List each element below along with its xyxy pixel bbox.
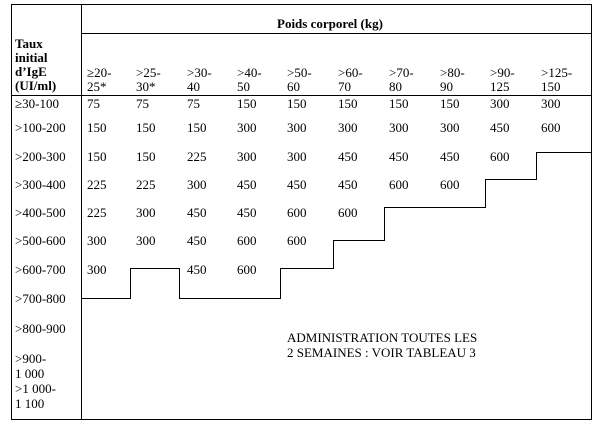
table-cell: 450 — [187, 205, 207, 220]
table-cell: 450 — [187, 262, 207, 277]
table-cell: 75 — [136, 96, 149, 111]
table-cell: 300 — [389, 120, 409, 135]
row-header-divider — [81, 4, 82, 420]
table-cell: 450 — [338, 149, 358, 164]
table-cell: 300 — [287, 149, 307, 164]
table-cell: 150 — [87, 149, 107, 164]
table-cell: 150 — [440, 96, 460, 111]
staircase-boundary — [81, 298, 131, 299]
column-header: >90- — [490, 65, 515, 80]
row-label: 1 100 — [15, 396, 45, 411]
table-cell: 600 — [490, 149, 510, 164]
table-cell: 225 — [187, 149, 207, 164]
table-cell: 600 — [338, 205, 358, 220]
table-cell: 225 — [136, 177, 156, 192]
table-cell: 150 — [187, 120, 207, 135]
table-cell: 450 — [287, 177, 307, 192]
table-cell: 300 — [187, 177, 207, 192]
column-header: >125- — [541, 65, 573, 80]
staircase-boundary — [384, 207, 486, 208]
table-cell: 300 — [541, 96, 561, 111]
group-header-divider — [81, 33, 592, 34]
column-header: 40 — [187, 79, 200, 94]
staircase-boundary — [536, 152, 537, 180]
table-cell: 300 — [136, 205, 156, 220]
row-label: >1 000- — [15, 381, 56, 396]
table-cell: 300 — [490, 96, 510, 111]
table-cell: 600 — [287, 205, 307, 220]
row-label: >900- — [15, 351, 47, 366]
row-label: >300-400 — [15, 177, 66, 192]
table-cell: 450 — [490, 120, 510, 135]
table-cell: 300 — [136, 233, 156, 248]
table-cell: 300 — [87, 233, 107, 248]
table-cell: 225 — [87, 177, 107, 192]
table-cell: 150 — [87, 120, 107, 135]
table-cell: 450 — [187, 233, 207, 248]
column-header: >25- — [136, 65, 161, 80]
staircase-boundary — [179, 268, 180, 299]
table-cell: 75 — [87, 96, 100, 111]
table-cell: 150 — [237, 96, 257, 111]
column-header: 125 — [490, 79, 510, 94]
staircase-boundary — [485, 179, 486, 207]
column-header: >40- — [237, 65, 262, 80]
column-header: >30- — [187, 65, 212, 80]
staircase-boundary — [280, 268, 281, 299]
table-cell: 150 — [136, 149, 156, 164]
row-label: >700-800 — [15, 291, 66, 306]
column-header: >50- — [287, 65, 312, 80]
row-label: >600-700 — [15, 262, 66, 277]
row-label: >400-500 — [15, 205, 66, 220]
column-header: 60 — [287, 79, 300, 94]
column-header: 30* — [136, 79, 156, 94]
row-header-line: initial — [15, 50, 48, 65]
table-cell: 150 — [287, 96, 307, 111]
row-header-line: (UI/ml) — [15, 78, 57, 93]
table-cell: 450 — [237, 177, 257, 192]
staircase-boundary — [130, 268, 131, 299]
table-cell: 225 — [87, 205, 107, 220]
column-header: >60- — [338, 65, 363, 80]
table-cell: 450 — [389, 149, 409, 164]
column-header: 80 — [389, 79, 402, 94]
staircase-boundary — [333, 240, 385, 241]
staircase-boundary — [384, 207, 385, 241]
column-header: >70- — [389, 65, 414, 80]
staircase-boundary — [333, 240, 334, 269]
row-label: ≥30-100 — [15, 96, 59, 111]
table-cell: 450 — [237, 205, 257, 220]
table-cell: 600 — [237, 262, 257, 277]
column-header: ≥20- — [87, 65, 112, 80]
table-cell: 300 — [287, 120, 307, 135]
table-cell: 300 — [338, 120, 358, 135]
table-border-bottom — [11, 419, 592, 420]
column-header: 150 — [541, 79, 561, 94]
row-label: >800-900 — [15, 321, 66, 336]
table-cell: 600 — [440, 177, 460, 192]
table-border-left — [11, 4, 12, 420]
table-cell: 300 — [440, 120, 460, 135]
column-header: 25* — [87, 79, 107, 94]
table-cell: 600 — [389, 177, 409, 192]
staircase-boundary — [485, 179, 537, 180]
column-header: 90 — [440, 79, 453, 94]
table-cell: 450 — [338, 177, 358, 192]
staircase-boundary — [179, 298, 281, 299]
table-cell: 150 — [338, 96, 358, 111]
table-cell: 300 — [237, 149, 257, 164]
table-cell: 150 — [389, 96, 409, 111]
table-border-top — [11, 4, 592, 5]
row-header-line: d’IgE — [15, 64, 47, 79]
row-label: >100-200 — [15, 120, 66, 135]
administration-note: 2 SEMAINES : VOIR TABLEAU 3 — [287, 345, 476, 360]
row-header-line: Taux — [15, 36, 43, 51]
staircase-boundary — [280, 268, 334, 269]
row-label: 1 000 — [15, 366, 45, 381]
administration-note: ADMINISTRATION TOUTES LES — [287, 330, 478, 345]
table-cell: 600 — [541, 120, 561, 135]
column-header: 50 — [237, 79, 250, 94]
table-cell: 150 — [136, 120, 156, 135]
column-header: >80- — [440, 65, 465, 80]
table-cell: 75 — [187, 96, 200, 111]
table-cell: 300 — [87, 262, 107, 277]
table-cell: 300 — [237, 120, 257, 135]
staircase-boundary — [536, 152, 591, 153]
table-cell: 600 — [287, 233, 307, 248]
table-cell: 600 — [237, 233, 257, 248]
staircase-boundary — [130, 268, 180, 269]
column-header: 70 — [338, 79, 351, 94]
group-header-title: Poids corporel (kg) — [277, 16, 383, 31]
row-label: >200-300 — [15, 149, 66, 164]
row-label: >500-600 — [15, 233, 66, 248]
table-cell: 450 — [440, 149, 460, 164]
